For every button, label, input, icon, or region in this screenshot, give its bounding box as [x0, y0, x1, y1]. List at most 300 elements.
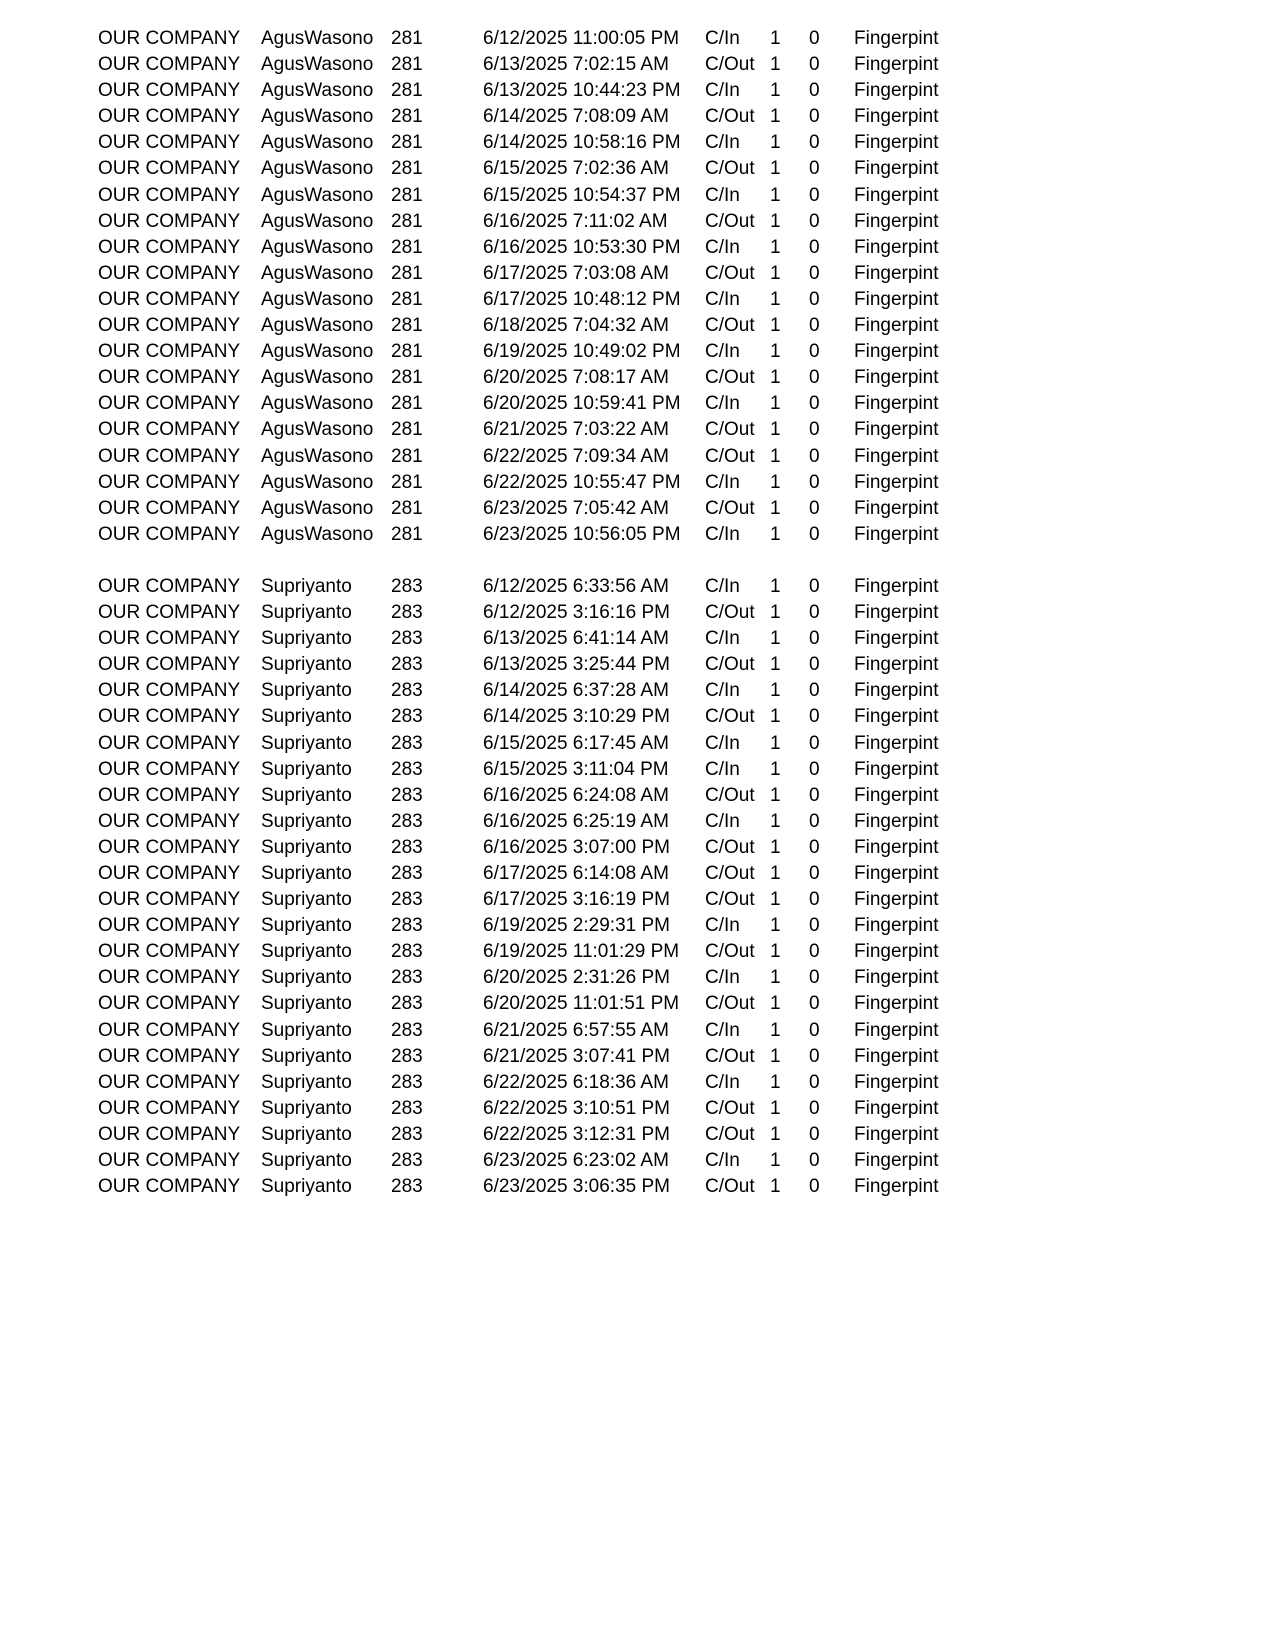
status-code-cell: 0: [809, 236, 820, 258]
employee-name-cell: AgusWasono: [261, 393, 374, 415]
method-cell: Fingerpint: [854, 523, 939, 545]
table-row: [0, 913, 1275, 939]
table-row: [0, 783, 1275, 809]
employee-name-cell: AgusWasono: [261, 497, 374, 519]
company-cell: OUR COMPANY: [98, 80, 241, 102]
employee-id-cell: 283: [391, 1045, 423, 1067]
verify-code-cell: 1: [770, 393, 781, 415]
company-cell: OUR COMPANY: [98, 1097, 241, 1119]
check-type-cell: C/In: [705, 575, 740, 597]
company-cell: OUR COMPANY: [98, 993, 241, 1015]
company-cell: OUR COMPANY: [98, 628, 241, 650]
method-cell: Fingerpint: [854, 810, 939, 832]
employee-name-cell: Supriyanto: [261, 654, 352, 676]
company-cell: OUR COMPANY: [98, 523, 241, 545]
table-row: [0, 861, 1275, 887]
employee-id-cell: 283: [391, 1123, 423, 1145]
method-cell: Fingerpint: [854, 288, 939, 310]
employee-name-cell: Supriyanto: [261, 889, 352, 911]
datetime-cell: 6/22/2025 6:18:36 AM: [483, 1071, 669, 1093]
method-cell: Fingerpint: [854, 1045, 939, 1067]
check-type-cell: C/Out: [705, 497, 755, 519]
datetime-cell: 6/13/2025 6:41:14 AM: [483, 628, 669, 650]
verify-code-cell: 1: [770, 236, 781, 258]
verify-code-cell: 1: [770, 758, 781, 780]
employee-name-cell: Supriyanto: [261, 1150, 352, 1172]
status-code-cell: 0: [809, 1176, 820, 1198]
verify-code-cell: 1: [770, 1097, 781, 1119]
method-cell: Fingerpint: [854, 236, 939, 258]
datetime-cell: 6/23/2025 6:23:02 AM: [483, 1150, 669, 1172]
verify-code-cell: 1: [770, 1123, 781, 1145]
status-code-cell: 0: [809, 106, 820, 128]
datetime-cell: 6/22/2025 3:10:51 PM: [483, 1097, 670, 1119]
employee-id-cell: 281: [391, 28, 423, 49]
employee-name-cell: Supriyanto: [261, 993, 352, 1015]
method-cell: Fingerpint: [854, 993, 939, 1015]
status-code-cell: 0: [809, 680, 820, 702]
verify-code-cell: 1: [770, 967, 781, 989]
status-code-cell: 0: [809, 836, 820, 858]
verify-code-cell: 1: [770, 863, 781, 884]
method-cell: Fingerpint: [854, 393, 939, 415]
verify-code-cell: 1: [770, 706, 781, 728]
method-cell: Fingerpint: [854, 1176, 939, 1198]
status-code-cell: 0: [809, 393, 820, 415]
employee-id-cell: 283: [391, 1097, 423, 1119]
employee-id-cell: 283: [391, 889, 423, 911]
datetime-cell: 6/15/2025 3:11:04 PM: [483, 758, 669, 780]
verify-code-cell: 1: [770, 80, 781, 102]
employee-name-cell: AgusWasono: [261, 80, 374, 102]
method-cell: Fingerpint: [854, 471, 939, 493]
check-type-cell: C/Out: [705, 1097, 755, 1119]
check-type-cell: C/In: [705, 132, 740, 154]
method-cell: Fingerpint: [854, 732, 939, 754]
employee-name-cell: AgusWasono: [261, 54, 374, 76]
datetime-cell: 6/18/2025 7:04:32 AM: [483, 315, 669, 337]
table-row: [0, 809, 1275, 835]
employee-name-cell: AgusWasono: [261, 471, 374, 493]
company-cell: OUR COMPANY: [98, 680, 241, 702]
method-cell: Fingerpint: [854, 863, 939, 884]
check-type-cell: C/In: [705, 1150, 740, 1172]
method-cell: Fingerpint: [854, 628, 939, 650]
method-cell: Fingerpint: [854, 262, 939, 284]
table-row: [0, 339, 1275, 365]
table-row: [0, 470, 1275, 496]
company-cell: OUR COMPANY: [98, 184, 241, 206]
datetime-cell: 6/14/2025 6:37:28 AM: [483, 680, 669, 702]
datetime-cell: 6/20/2025 11:01:51 PM: [483, 993, 680, 1015]
employee-name-cell: Supriyanto: [261, 836, 352, 858]
company-cell: OUR COMPANY: [98, 732, 241, 754]
status-code-cell: 0: [809, 758, 820, 780]
company-cell: OUR COMPANY: [98, 602, 241, 624]
table-row: [0, 26, 1275, 52]
check-type-cell: C/Out: [705, 1176, 755, 1198]
employee-name-cell: AgusWasono: [261, 210, 374, 232]
table-row: [0, 965, 1275, 991]
status-code-cell: 0: [809, 54, 820, 76]
employee-id-cell: 281: [391, 132, 423, 154]
check-type-cell: C/Out: [705, 210, 755, 232]
company-cell: OUR COMPANY: [98, 132, 241, 154]
check-type-cell: C/Out: [705, 262, 755, 284]
status-code-cell: 0: [809, 28, 820, 49]
table-row: [0, 391, 1275, 417]
method-cell: Fingerpint: [854, 341, 939, 363]
status-code-cell: 0: [809, 889, 820, 911]
check-type-cell: C/In: [705, 80, 740, 102]
datetime-cell: 6/21/2025 6:57:55 AM: [483, 1019, 669, 1041]
employee-name-cell: Supriyanto: [261, 1176, 352, 1198]
employee-id-cell: 283: [391, 941, 423, 963]
company-cell: OUR COMPANY: [98, 1123, 241, 1145]
employee-id-cell: 281: [391, 315, 423, 337]
verify-code-cell: 1: [770, 993, 781, 1015]
employee-name-cell: AgusWasono: [261, 315, 374, 337]
check-type-cell: C/In: [705, 184, 740, 206]
status-code-cell: 0: [809, 288, 820, 310]
check-type-cell: C/Out: [705, 445, 755, 467]
employee-name-cell: AgusWasono: [261, 523, 374, 545]
employee-name-cell: Supriyanto: [261, 706, 352, 728]
table-row: [0, 1044, 1275, 1070]
datetime-cell: 6/13/2025 7:02:15 AM: [483, 54, 669, 76]
company-cell: OUR COMPANY: [98, 471, 241, 493]
verify-code-cell: 1: [770, 784, 781, 806]
verify-code-cell: 1: [770, 132, 781, 154]
table-row: [0, 1096, 1275, 1122]
verify-code-cell: 1: [770, 497, 781, 519]
datetime-cell: 6/12/2025 3:16:16 PM: [483, 602, 670, 624]
table-row: [0, 600, 1275, 626]
table-row: [0, 496, 1275, 522]
company-cell: OUR COMPANY: [98, 158, 241, 180]
status-code-cell: 0: [809, 1019, 820, 1041]
verify-code-cell: 1: [770, 419, 781, 441]
check-type-cell: C/In: [705, 732, 740, 754]
company-cell: OUR COMPANY: [98, 315, 241, 337]
company-cell: OUR COMPANY: [98, 1176, 241, 1198]
table-row: [0, 156, 1275, 182]
company-cell: OUR COMPANY: [98, 915, 241, 937]
verify-code-cell: 1: [770, 523, 781, 545]
table-row: [0, 1122, 1275, 1148]
table-row: [0, 678, 1275, 704]
table-row: [0, 287, 1275, 313]
employee-name-cell: Supriyanto: [261, 1123, 352, 1145]
check-type-cell: C/Out: [705, 863, 755, 884]
method-cell: Fingerpint: [854, 889, 939, 911]
employee-name-cell: Supriyanto: [261, 732, 352, 754]
employee-id-cell: 281: [391, 367, 423, 389]
employee-id-cell: 283: [391, 1176, 423, 1198]
verify-code-cell: 1: [770, 836, 781, 858]
check-type-cell: C/Out: [705, 315, 755, 337]
check-type-cell: C/Out: [705, 784, 755, 806]
datetime-cell: 6/16/2025 6:24:08 AM: [483, 784, 669, 806]
verify-code-cell: 1: [770, 941, 781, 963]
verify-code-cell: 1: [770, 158, 781, 180]
verify-code-cell: 1: [770, 1176, 781, 1198]
method-cell: Fingerpint: [854, 497, 939, 519]
datetime-cell: 6/16/2025 7:11:02 AM: [483, 210, 668, 232]
method-cell: Fingerpint: [854, 28, 939, 49]
datetime-cell: 6/19/2025 10:49:02 PM: [483, 341, 681, 363]
employee-name-cell: Supriyanto: [261, 1097, 352, 1119]
method-cell: Fingerpint: [854, 680, 939, 702]
table-row: [0, 209, 1275, 235]
datetime-cell: 6/23/2025 10:56:05 PM: [483, 523, 681, 545]
status-code-cell: 0: [809, 732, 820, 754]
verify-code-cell: 1: [770, 1150, 781, 1172]
status-code-cell: 0: [809, 602, 820, 624]
status-code-cell: 0: [809, 471, 820, 493]
verify-code-cell: 1: [770, 915, 781, 937]
company-cell: OUR COMPANY: [98, 497, 241, 519]
method-cell: Fingerpint: [854, 367, 939, 389]
check-type-cell: C/Out: [705, 106, 755, 128]
datetime-cell: 6/17/2025 7:03:08 AM: [483, 262, 669, 284]
employee-id-cell: 281: [391, 210, 423, 232]
table-row: [0, 1070, 1275, 1096]
method-cell: Fingerpint: [854, 836, 939, 858]
method-cell: Fingerpint: [854, 210, 939, 232]
employee-id-cell: 281: [391, 288, 423, 310]
verify-code-cell: 1: [770, 575, 781, 597]
employee-id-cell: 283: [391, 628, 423, 650]
employee-name-cell: AgusWasono: [261, 419, 374, 441]
method-cell: Fingerpint: [854, 941, 939, 963]
check-type-cell: C/In: [705, 810, 740, 832]
employee-id-cell: 281: [391, 236, 423, 258]
table-row: [0, 939, 1275, 965]
check-type-cell: C/In: [705, 341, 740, 363]
company-cell: OUR COMPANY: [98, 367, 241, 389]
company-cell: OUR COMPANY: [98, 784, 241, 806]
status-code-cell: 0: [809, 158, 820, 180]
method-cell: Fingerpint: [854, 1019, 939, 1041]
table-row: [0, 835, 1275, 861]
verify-code-cell: 1: [770, 654, 781, 676]
verify-code-cell: 1: [770, 262, 781, 284]
verify-code-cell: 1: [770, 341, 781, 363]
datetime-cell: 6/17/2025 3:16:19 PM: [483, 889, 670, 911]
method-cell: Fingerpint: [854, 602, 939, 624]
employee-id-cell: 283: [391, 810, 423, 832]
table-row: [0, 52, 1275, 78]
employee-name-cell: AgusWasono: [261, 106, 374, 128]
verify-code-cell: 1: [770, 315, 781, 337]
verify-code-cell: 1: [770, 54, 781, 76]
datetime-cell: 6/13/2025 3:25:44 PM: [483, 654, 670, 676]
employee-name-cell: Supriyanto: [261, 575, 352, 597]
datetime-cell: 6/14/2025 3:10:29 PM: [483, 706, 670, 728]
company-cell: OUR COMPANY: [98, 941, 241, 963]
check-type-cell: C/Out: [705, 1123, 755, 1145]
check-type-cell: C/Out: [705, 1045, 755, 1067]
status-code-cell: 0: [809, 315, 820, 337]
check-type-cell: C/In: [705, 915, 740, 937]
check-type-cell: C/In: [705, 236, 740, 258]
method-cell: Fingerpint: [854, 1097, 939, 1119]
method-cell: Fingerpint: [854, 1071, 939, 1093]
datetime-cell: 6/19/2025 11:01:29 PM: [483, 941, 680, 963]
check-type-cell: C/In: [705, 393, 740, 415]
employee-id-cell: 283: [391, 732, 423, 754]
method-cell: Fingerpint: [854, 54, 939, 76]
employee-id-cell: 283: [391, 836, 423, 858]
check-type-cell: C/Out: [705, 836, 755, 858]
employee-id-cell: 281: [391, 106, 423, 128]
verify-code-cell: 1: [770, 1019, 781, 1041]
employee-id-cell: 283: [391, 915, 423, 937]
method-cell: Fingerpint: [854, 184, 939, 206]
table-row: [0, 365, 1275, 391]
table-row: [0, 1148, 1275, 1174]
check-type-cell: C/Out: [705, 889, 755, 911]
status-code-cell: 0: [809, 497, 820, 519]
table-row: [0, 235, 1275, 261]
employee-id-cell: 283: [391, 602, 423, 624]
datetime-cell: 6/21/2025 7:03:22 AM: [483, 419, 669, 441]
employee-name-cell: Supriyanto: [261, 1019, 352, 1041]
employee-id-cell: 281: [391, 80, 423, 102]
employee-id-cell: 281: [391, 158, 423, 180]
datetime-cell: 6/16/2025 6:25:19 AM: [483, 810, 669, 832]
table-row: [0, 130, 1275, 156]
company-cell: OUR COMPANY: [98, 863, 241, 884]
table-row: [0, 78, 1275, 104]
employee-name-cell: Supriyanto: [261, 810, 352, 832]
table-row: [0, 626, 1275, 652]
verify-code-cell: 1: [770, 471, 781, 493]
employee-id-cell: 281: [391, 445, 423, 467]
datetime-cell: 6/20/2025 10:59:41 PM: [483, 393, 681, 415]
employee-name-cell: AgusWasono: [261, 367, 374, 389]
company-cell: OUR COMPANY: [98, 967, 241, 989]
company-cell: OUR COMPANY: [98, 393, 241, 415]
datetime-cell: 6/16/2025 10:53:30 PM: [483, 236, 681, 258]
check-type-cell: C/Out: [705, 654, 755, 676]
verify-code-cell: 1: [770, 628, 781, 650]
table-row: [0, 522, 1275, 548]
employee-name-cell: Supriyanto: [261, 680, 352, 702]
table-row: [0, 261, 1275, 287]
company-cell: OUR COMPANY: [98, 654, 241, 676]
employee-id-cell: 281: [391, 419, 423, 441]
verify-code-cell: 1: [770, 602, 781, 624]
company-cell: OUR COMPANY: [98, 210, 241, 232]
status-code-cell: 0: [809, 784, 820, 806]
status-code-cell: 0: [809, 915, 820, 937]
check-type-cell: C/Out: [705, 706, 755, 728]
status-code-cell: 0: [809, 419, 820, 441]
datetime-cell: 6/15/2025 6:17:45 AM: [483, 732, 669, 754]
method-cell: Fingerpint: [854, 106, 939, 128]
table-row: [0, 991, 1275, 1017]
datetime-cell: 6/22/2025 7:09:34 AM: [483, 445, 669, 467]
table-row: [0, 183, 1275, 209]
check-type-cell: C/Out: [705, 158, 755, 180]
verify-code-cell: 1: [770, 210, 781, 232]
datetime-cell: 6/20/2025 7:08:17 AM: [483, 367, 669, 389]
employee-name-cell: Supriyanto: [261, 628, 352, 650]
status-code-cell: 0: [809, 132, 820, 154]
table-row: [0, 444, 1275, 470]
datetime-cell: 6/19/2025 2:29:31 PM: [483, 915, 670, 937]
check-type-cell: C/In: [705, 628, 740, 650]
table-row: [0, 313, 1275, 339]
verify-code-cell: 1: [770, 1045, 781, 1067]
check-type-cell: C/Out: [705, 367, 755, 389]
check-type-cell: C/Out: [705, 54, 755, 76]
employee-id-cell: 281: [391, 54, 423, 76]
datetime-cell: 6/20/2025 2:31:26 PM: [483, 967, 670, 989]
company-cell: OUR COMPANY: [98, 575, 241, 597]
check-type-cell: C/In: [705, 1071, 740, 1093]
method-cell: Fingerpint: [854, 915, 939, 937]
status-code-cell: 0: [809, 1071, 820, 1093]
table-row: [0, 704, 1275, 730]
employee-id-cell: 281: [391, 497, 423, 519]
method-cell: Fingerpint: [854, 1123, 939, 1145]
company-cell: OUR COMPANY: [98, 1150, 241, 1172]
company-cell: OUR COMPANY: [98, 758, 241, 780]
employee-name-cell: AgusWasono: [261, 184, 374, 206]
verify-code-cell: 1: [770, 28, 781, 49]
employee-name-cell: Supriyanto: [261, 941, 352, 963]
employee-id-cell: 281: [391, 184, 423, 206]
verify-code-cell: 1: [770, 810, 781, 832]
table-row: [0, 887, 1275, 913]
status-code-cell: 0: [809, 80, 820, 102]
check-type-cell: C/In: [705, 758, 740, 780]
employee-id-cell: 283: [391, 784, 423, 806]
verify-code-cell: 1: [770, 889, 781, 911]
employee-id-cell: 283: [391, 654, 423, 676]
verify-code-cell: 1: [770, 184, 781, 206]
employee-name-cell: Supriyanto: [261, 1071, 352, 1093]
status-code-cell: 0: [809, 184, 820, 206]
company-cell: OUR COMPANY: [98, 262, 241, 284]
datetime-cell: 6/15/2025 10:54:37 PM: [483, 184, 681, 206]
datetime-cell: 6/14/2025 7:08:09 AM: [483, 106, 669, 128]
check-type-cell: C/In: [705, 967, 740, 989]
employee-name-cell: AgusWasono: [261, 262, 374, 284]
status-code-cell: 0: [809, 993, 820, 1015]
company-cell: OUR COMPANY: [98, 54, 241, 76]
status-code-cell: 0: [809, 654, 820, 676]
employee-name-cell: Supriyanto: [261, 758, 352, 780]
datetime-cell: 6/16/2025 3:07:00 PM: [483, 836, 670, 858]
status-code-cell: 0: [809, 262, 820, 284]
company-cell: OUR COMPANY: [98, 341, 241, 363]
employee-name-cell: Supriyanto: [261, 967, 352, 989]
employee-id-cell: 283: [391, 1150, 423, 1172]
datetime-cell: 6/17/2025 10:48:12 PM: [483, 288, 681, 310]
verify-code-cell: 1: [770, 1071, 781, 1093]
method-cell: Fingerpint: [854, 784, 939, 806]
company-cell: OUR COMPANY: [98, 28, 241, 49]
datetime-cell: 6/23/2025 3:06:35 PM: [483, 1176, 670, 1198]
employee-name-cell: AgusWasono: [261, 132, 374, 154]
datetime-cell: 6/22/2025 3:12:31 PM: [483, 1123, 670, 1145]
status-code-cell: 0: [809, 341, 820, 363]
verify-code-cell: 1: [770, 732, 781, 754]
